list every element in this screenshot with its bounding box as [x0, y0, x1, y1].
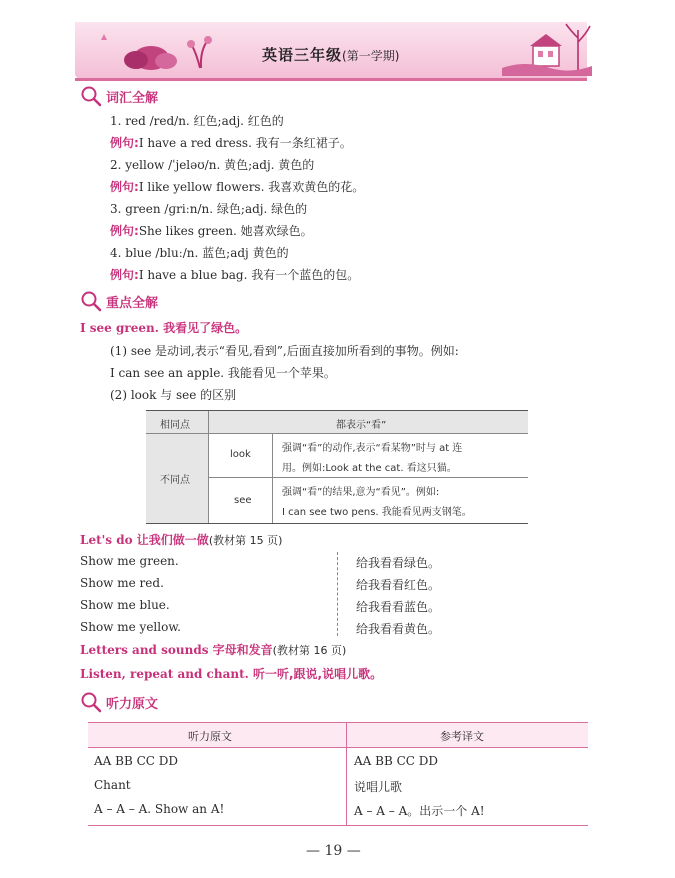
- magnifier-icon: [80, 290, 102, 312]
- look-text: 用。例如:Look at the cat. 看这只猫。: [282, 463, 457, 474]
- listening-cell: AA BB CC DD: [94, 754, 179, 768]
- table-rule: [208, 411, 209, 523]
- chant-heading: Listen, repeat and chant. 听一听,跟说,说唱儿歌。: [80, 667, 383, 681]
- listening-cell: AA BB CC DD: [354, 754, 439, 768]
- header-subtitle: (第一学期): [342, 49, 400, 63]
- see-text: I can see two pens. 我能看见两支钢笔。: [282, 507, 472, 518]
- letters-heading: Letters and sounds 字母和发音(教材第 16 页): [80, 643, 347, 657]
- table-rule: [346, 723, 347, 825]
- vocab-entry: 4. blue /bluː/n. 蓝色;adj 黄色的: [110, 246, 289, 260]
- magnifier-icon: [80, 85, 102, 107]
- vocab-example: 例句:I have a blue bag. 我有一个蓝色的包。: [110, 268, 360, 282]
- listening-cell: A – A – A。出示一个 A!: [354, 804, 485, 818]
- listening-cell: Chant: [94, 778, 131, 792]
- same-text: 都表示“看”: [336, 420, 387, 431]
- house-decoration-icon: [500, 20, 595, 76]
- vocab-entry: 1. red /red/n. 红色;adj. 红色的: [110, 114, 284, 128]
- same-label: 相同点: [160, 420, 190, 431]
- lets-do-cn: 给我看看蓝色。: [356, 600, 441, 614]
- compare-table: [146, 410, 528, 524]
- vocab-example: 例句:I have a red dress. 我有一条红裙子。: [110, 136, 352, 150]
- lets-do-cn: 给我看看红色。: [356, 578, 441, 592]
- section-listening-heading: [80, 690, 158, 714]
- diff-label: 不同点: [160, 475, 190, 486]
- header-title: 英语三年级(第一学期): [262, 46, 400, 64]
- lets-do-heading: Let's do 让我们做一做(教材第 15 页): [80, 533, 283, 547]
- see-label: see: [234, 495, 252, 506]
- lets-do-cn: 给我看看绿色。: [356, 556, 441, 570]
- vocab-example: 例句:I like yellow flowers. 我喜欢黄色的花。: [110, 180, 365, 194]
- lets-do-en: Show me red.: [80, 576, 164, 590]
- look-label: look: [230, 449, 251, 460]
- key-sentence: I see green. 我看见了绿色。: [80, 321, 248, 335]
- lets-do-cn: 给我看看黄色。: [356, 622, 441, 636]
- page-number: — 19 —: [306, 843, 361, 859]
- key-point-1: (1) see 是动词,表示“看见,看到”,后面直接加所看到的事物。例如:: [110, 344, 459, 358]
- vocab-entry: 3. green /ɡriːn/n. 绿色;adj. 绿色的: [110, 202, 308, 216]
- see-text: 强调“看”的结果,意为“看见”。例如:: [282, 487, 440, 498]
- section-vocab-heading: [80, 84, 158, 108]
- flower-decoration-icon: [96, 30, 226, 72]
- vocab-example: 例句:She likes green. 她喜欢绿色。: [110, 224, 313, 238]
- listening-table-header: [88, 723, 588, 748]
- section-label: 重点全解: [106, 295, 159, 311]
- listening-table: [88, 722, 588, 826]
- lets-do-divider: [337, 552, 338, 636]
- head-left: 听力原文: [188, 730, 232, 743]
- key-point-1-example: I can see an apple. 我能看见一个苹果。: [110, 366, 336, 380]
- table-rule: [272, 433, 273, 523]
- lets-do-en: Show me blue.: [80, 598, 170, 612]
- listening-cell: 说唱儿歌: [354, 780, 403, 794]
- listening-cell: A – A – A. Show an A!: [94, 802, 225, 816]
- vocab-entry: 2. yellow /ˈjeləʊ/n. 黄色;adj. 黄色的: [110, 158, 315, 172]
- section-label: 听力原文: [106, 696, 159, 712]
- table-rule: [146, 433, 528, 434]
- table-rule: [208, 477, 528, 478]
- lets-do-en: Show me green.: [80, 554, 179, 568]
- section-key-heading: [80, 289, 158, 313]
- lets-do-en: Show me yellow.: [80, 620, 181, 634]
- magnifier-icon: [80, 691, 102, 713]
- look-text: 强调“看”的动作,表示“看某物”时与 at 连: [282, 443, 463, 454]
- key-point-2: (2) look 与 see 的区别: [110, 388, 237, 402]
- section-label: 词汇全解: [106, 90, 159, 106]
- head-right: 参考译文: [440, 730, 484, 743]
